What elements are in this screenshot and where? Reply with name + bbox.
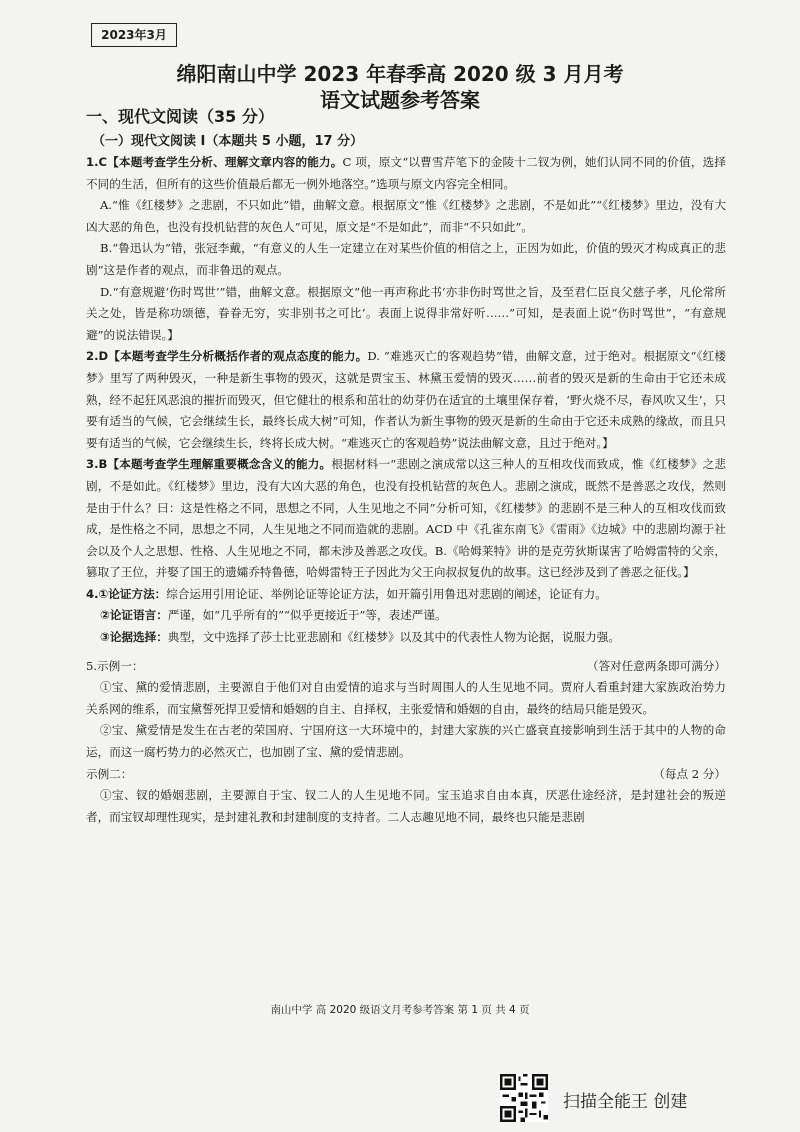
example2-label: 示例二： (86, 766, 133, 781)
item-text: 典型，文中选择了莎士比亚悲剧和《红楼梦》以及其中的代表性人物为论据，说服力强。 (167, 630, 620, 645)
subsection-heading: （一）现代文阅读 I（本题共 5 小题，17 分） (92, 134, 364, 149)
option-analysis-d: D.“有意规避‘伤时骂世’”错，曲解文意。根据原文“他一再声称此书‘亦非伤时骂世之旨，及至君仁臣良父慈子孝，凡伦常所关之处，皆是称功颂德，眷眷无穷，实非别书之可比’。表面上说得非常好听……”可知，是表面上说“伤时骂世”，“有意规避”的说法错误。】 (86, 284, 726, 342)
score-note: （每点 2 分） (653, 766, 726, 781)
example1-point2: ②宝、黛爱情是发生在古老的荣国府、宁国府这一大环境中的，封建大家族的兴亡盛衰直接影响到生活于其中的人物的命运，而这一腐朽势力的必然灭亡，也加剧了宝、黛的爱情悲剧。 (86, 723, 726, 760)
answer-q3 (86, 454, 726, 584)
answer-body (86, 152, 726, 828)
answer-q2 (86, 346, 726, 454)
option-analysis-b: B.“鲁迅认为”错，张冠李戴，“有意义的人生一定建立在对某些价值的相信之上，正因为如此，价值的毁灭才构成真正的悲剧”这是作者的观点，而非鲁迅的观点。 (86, 241, 726, 277)
answer-number: 1.C (86, 155, 107, 169)
item-label: ②论证语言： (100, 608, 168, 623)
page-footer: 南山中学 高 2020 级语文月考参考答案 第 1 页 共 4 页 (270, 1004, 530, 1016)
section-heading: 一、现代文阅读（35 分） (86, 107, 274, 126)
item-label: 4.①论证方法： (86, 586, 167, 601)
answer-q5-label: 5.示例一： (86, 658, 144, 673)
answer-lead: 【本题考查学生分析概括作者的观点态度的能力。 (108, 349, 368, 364)
answer-q1 (86, 152, 726, 195)
qr-code-icon (500, 1074, 548, 1122)
answer-q4-item3 (86, 627, 726, 649)
answer-text: 根据材料一“悲剧之演成常以这三种人的互相攻伐而致成，惟《红楼梦》之悲剧，不是如此。《红楼梦》里边，没有大凶大恶的角色，也没有投机钻营的灰色人。悲剧之演成，既然不是善恶之攻伐，然则是由于什么？曰：这是性格之不同，思想之不同，人生见地之不同”分析可知，《红楼梦》的悲剧不是三种人的互相攻伐而致成，是性格之不同，思想之不同，人生见地之不同而造就的悲剧。ACD 中《孔雀东南飞》《雷雨》《边城》中的悲剧均源于社会以及个人之思想、性格、人生见地之不同，都未涉及善恶之攻伐。B.《哈姆莱特》讲的是克劳狄斯谋害了哈姆雷特的父亲，篡取了王位，并娶了国王的遗孀乔特鲁德，哈姆雷特王子因此为父王向叔叔复仇的故事。这已经涉及到了善恶之征伐。】 (86, 457, 726, 580)
item-text: 严谨，如“几乎所有的”“似乎更接近于”等，表述严谨。 (167, 608, 447, 623)
answer-q4-item1 (86, 584, 726, 606)
example2-point1: ①宝、钗的婚姻悲剧，主要源自于宝、钗二人的人生见地不同。宝玉追求自由本真，厌恶仕途经济，是封建社会的叛逆者，而宝钗却理性现实，是封建礼教和封建制度的支持者。二人志趣见地不同，最终也只能是悲剧 (86, 788, 726, 824)
answer-text: D. “难逃灭亡的客观趋势”错，曲解文意，过于绝对。根据原文“《红楼梦》里写了两种毁灭，一种是新生事物的毁灭，这就是贾宝玉、林黛玉爱情的毁灭……前者的毁灭是新的生命由于它还未成熟，经不起狂风恶浪的摧折而毁灭，但它健壮的根系和茁壮的幼芽仍在适宜的土壤里保存着，‘野火烧不尽，春风吹又生’，只要有适当的气候，它会继续生长，最终长成大树”可知，作者认为新生事物的毁灭是新的生命由于它还未成熟的缘故，而且只要有适当的气候，它会继续生长，终将长成大树。“难逃灭亡的客观趋势”说法曲解文意，且过于绝对。】 (86, 349, 726, 450)
item-text: 综合运用引用论证、举例论证等论证方法，如开篇引用鲁迅对悲剧的阐述，论证有力。 (166, 586, 607, 601)
answer-lead: 【本题考查学生理解重要概念含义的能力。 (107, 457, 332, 472)
date-box: 2023年3月 (91, 23, 177, 47)
option-analysis-a: A.“惟《红楼梦》之悲剧，不只如此”错，曲解文意。根据原文“惟《红楼梦》之悲剧，不是如此”“《红楼梦》里边，没有大凶大恶的角色，也没有投机钻营的灰色人”可见，原文是“不是如此”，而非“不只如此”。 (86, 198, 726, 234)
answer-q4-item2 (86, 605, 726, 627)
example1-point1: ①宝、黛的爱情悲剧，主要源自于他们对自由爱情的追求与当时周围人的人生见地不同。贾府人看重封建大家族政治势力关系网的维系，而宝黛誓死捍卫爱情和婚姻的自主、自择权，主张爱情和婚姻的自由，最终的结局只能是毁灭。 (86, 680, 726, 716)
answer-number: 2.D (86, 349, 109, 364)
exam-title: 绵阳南山中学 2023 年春季高 2020 级 3 月月考 (176, 62, 624, 86)
answer-number: 3.B (86, 457, 108, 472)
score-note: （答对任意两条即可满分） (586, 658, 726, 673)
exam-subtitle: 语文试题参考答案 (320, 88, 480, 112)
item-label: ③论据选择： (100, 630, 168, 645)
answer-text: C 项，原文“以曹雪芹笔下的金陵十二钗为例，她们认同不同的价值，选择不同的生活，但所有的这些价值最后都无一例外地落空。”选项与原文内容完全相同。 (86, 155, 726, 191)
scanner-watermark: 扫描全能王 创建 (563, 1092, 688, 1112)
answer-lead: 【本题考查学生分析、理解文章内容的能力。 (106, 155, 343, 169)
